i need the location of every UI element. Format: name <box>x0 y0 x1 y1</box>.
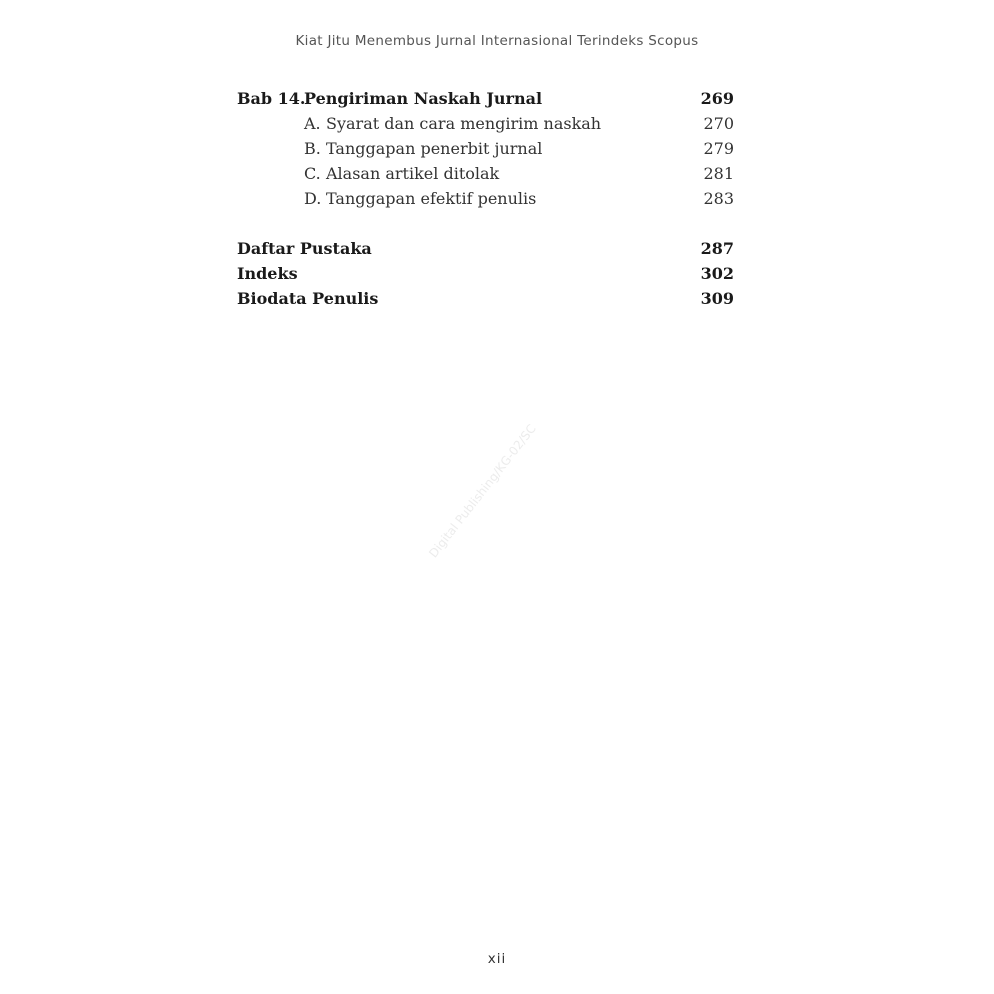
page-number: xii <box>487 951 507 967</box>
watermark: Digital Publishing/KG-02/SC <box>426 421 539 561</box>
section-letter: B. <box>304 139 321 158</box>
table-of-contents <box>237 86 734 311</box>
chapter-page: 269 <box>700 89 734 108</box>
section-letter: A. <box>304 114 321 133</box>
section-letter: D. <box>304 189 322 208</box>
toc-chapter-entry <box>237 86 734 111</box>
back-matter-page: 302 <box>700 264 734 283</box>
section-page: 270 <box>703 114 734 133</box>
toc-back-matter-entry <box>237 236 734 261</box>
toc-section-entry <box>237 111 734 136</box>
chapter-number: Bab 14. <box>237 89 306 108</box>
section-title: Tanggapan penerbit jurnal <box>326 139 543 158</box>
toc-section-entry <box>237 136 734 161</box>
section-letter: C. <box>304 164 321 183</box>
toc-section-entry <box>237 161 734 186</box>
back-matter-page: 287 <box>700 239 734 258</box>
section-page: 281 <box>703 164 734 183</box>
toc-spacer <box>237 211 734 236</box>
running-header: Kiat Jitu Menembus Jurnal Internasional Terindeks Scopus <box>295 33 699 49</box>
back-matter-title: Daftar Pustaka <box>237 239 372 258</box>
back-matter-page: 309 <box>700 289 734 308</box>
toc-back-matter-entry <box>237 286 734 311</box>
section-title: Tanggapan efektif penulis <box>326 189 537 208</box>
section-page: 279 <box>703 139 734 158</box>
section-title: Alasan artikel ditolak <box>326 164 500 183</box>
chapter-title: Pengiriman Naskah Jurnal <box>304 89 543 108</box>
toc-back-matter-entry <box>237 261 734 286</box>
back-matter-title: Indeks <box>237 264 298 283</box>
back-matter-title: Biodata Penulis <box>237 289 379 308</box>
section-title: Syarat dan cara mengirim naskah <box>326 114 602 133</box>
toc-section-entry <box>237 186 734 211</box>
section-page: 283 <box>703 189 734 208</box>
